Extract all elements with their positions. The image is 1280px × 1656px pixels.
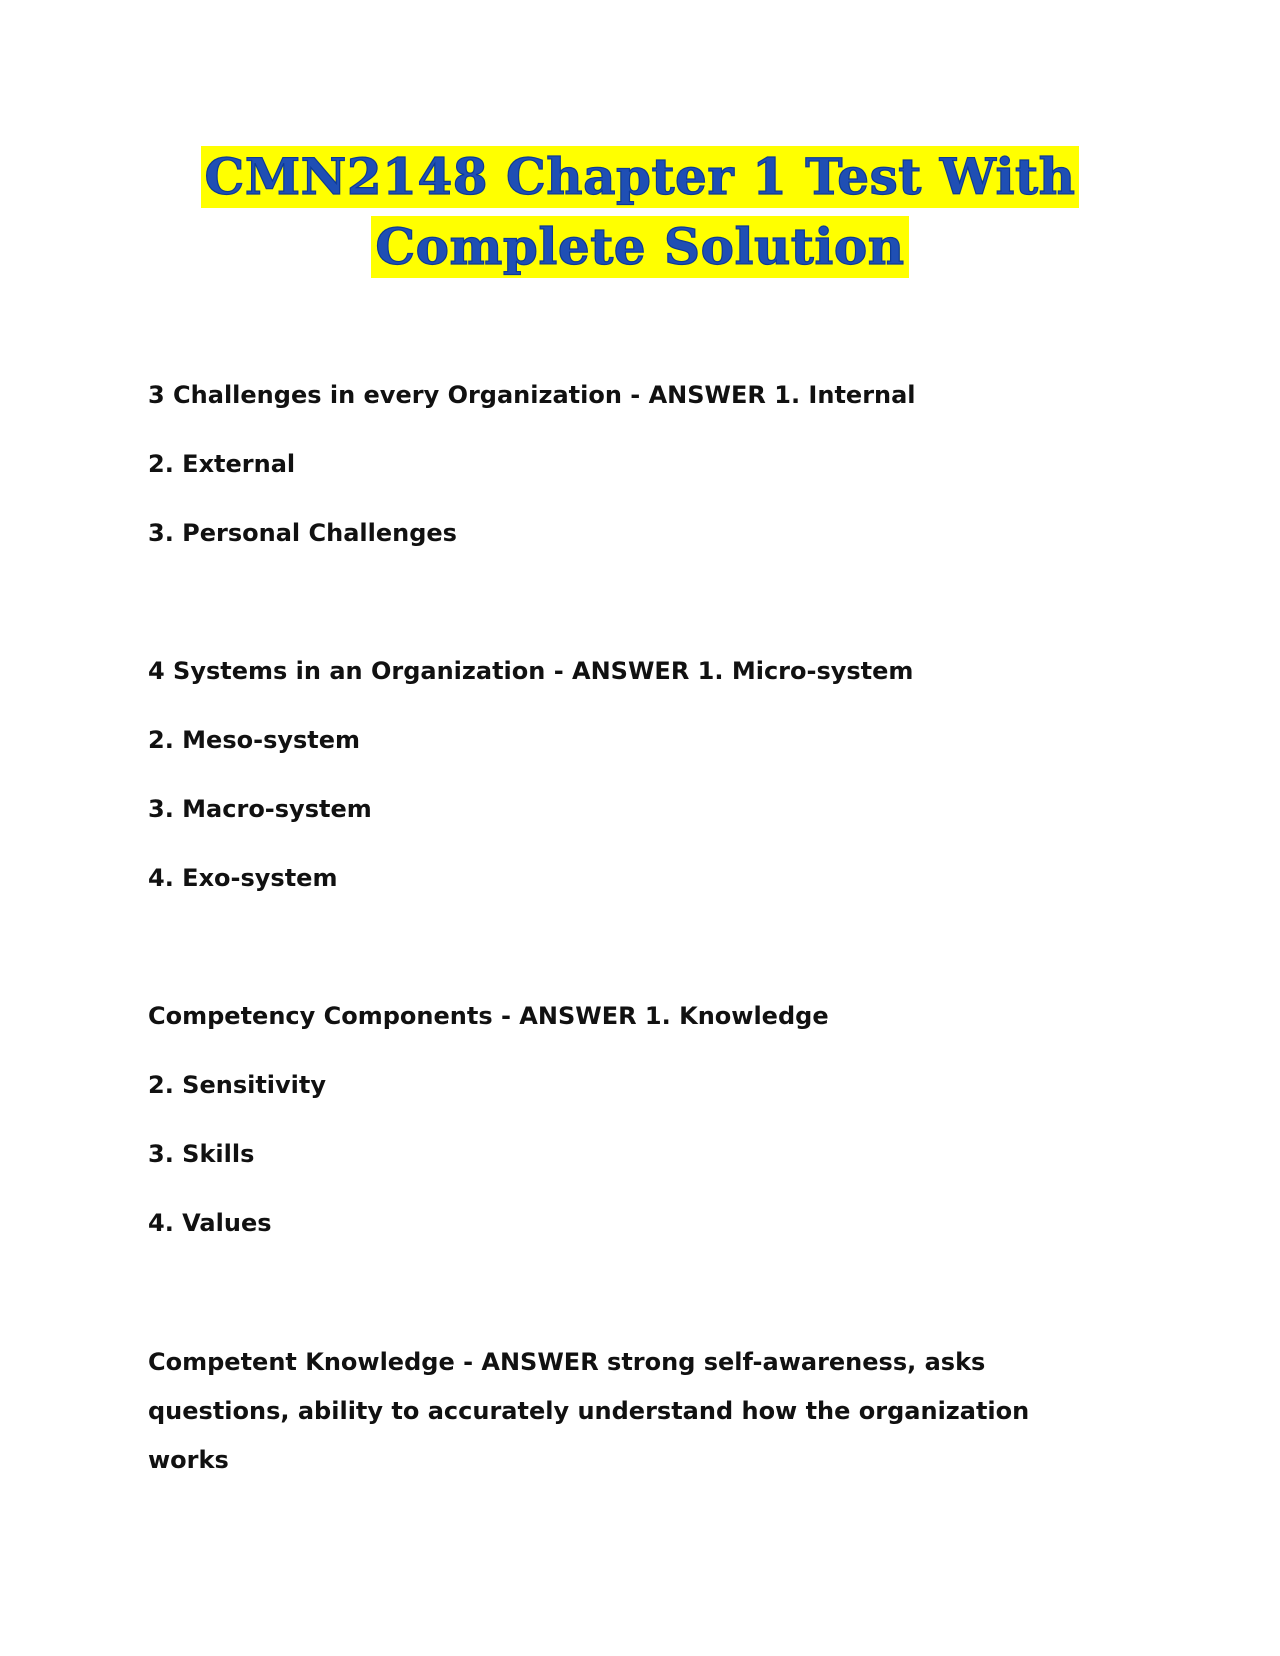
question-1-item-2: 2. External <box>148 450 296 478</box>
question-2-item-3: 3. Macro-system <box>148 795 372 823</box>
question-3-item-3: 3. Skills <box>148 1140 255 1168</box>
question-1: 3 Challenges in every Organization - ANSWER 1. Internal <box>148 381 916 409</box>
question-2-item-2: 2. Meso-system <box>148 726 361 754</box>
title-line-2: Complete Solution <box>371 216 908 278</box>
question-2-item-4: 4. Exo-system <box>148 864 338 892</box>
question-3: Competency Components - ANSWER 1. Knowledge <box>148 1002 829 1030</box>
question-2: 4 Systems in an Organization - ANSWER 1. Micro-system <box>148 657 914 685</box>
question-4: Competent Knowledge - ANSWER strong self-awareness, asks questions, ability to accurately understand how the organization works <box>148 1348 1030 1474</box>
title-line-1: CMN2148 Chapter 1 Test With <box>201 146 1080 208</box>
question-3-item-2: 2. Sensitivity <box>148 1071 327 1099</box>
question-1-item-3: 3. Personal Challenges <box>148 519 457 547</box>
question-3-item-4: 4. Values <box>148 1209 272 1237</box>
document-title <box>0 146 1280 286</box>
